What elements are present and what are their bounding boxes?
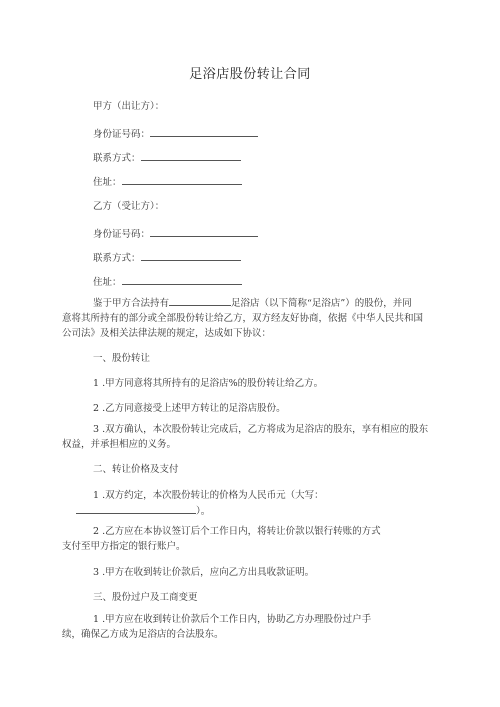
intro-store-blank[interactable]	[169, 295, 231, 306]
party-b-contact-blank[interactable]	[141, 250, 241, 261]
section-2-item-2-line-1: 2 .乙方应在本协议签订后个工作日内，将转让价款以银行转账的方式	[93, 526, 381, 537]
section-3-item-1-line-1: 1 .甲方应在收到转让价款后个工作日内，协助乙方办理股份过户手	[93, 614, 372, 625]
party-b-address-row	[93, 274, 242, 289]
party-b-id-row	[93, 226, 258, 241]
page-title: 足浴店股份转让合同	[189, 67, 311, 82]
party-a-address-label: 住址：	[93, 177, 122, 188]
section-1-item-3-line-1: 3 .双方确认，本次股份转让完成后，乙方将成为足浴店的股东，享有相应的股东	[93, 424, 429, 435]
intro-text-a: 鉴于甲方合法持有	[93, 298, 170, 309]
section-2-item-1	[62, 488, 324, 519]
section-1-item-2: 2 .乙方同意接受上述甲方转让的足浴店股份。	[93, 403, 286, 414]
party-b-contact-row	[93, 250, 241, 265]
section-2-item-1-line-1: 1 .双方约定，本次股份转让的价格为人民币元（大写：	[93, 490, 324, 501]
party-a-id-label: 身份证号码：	[93, 129, 151, 140]
intro-paragraph	[62, 295, 423, 341]
section-3-heading: 三、股份过户及工商变更	[93, 592, 198, 603]
section-2-item-1-line-2	[62, 503, 324, 519]
section-2-item-1-end: ）。	[196, 506, 211, 517]
section-3-item-1-line-2: 续，确保乙方成为足浴店的合法股东。	[62, 629, 224, 640]
section-2-amount-blank[interactable]	[76, 503, 196, 514]
section-2-heading: 二、转让价格及支付	[93, 464, 179, 475]
party-a-contact-label: 联系方式：	[93, 153, 141, 164]
party-b-heading: 乙方（受让方）：	[93, 201, 165, 212]
party-a-contact-row	[93, 150, 241, 165]
party-b-id-label: 身份证号码：	[93, 229, 151, 240]
party-a-id-row	[93, 126, 258, 141]
party-a-contact-blank[interactable]	[141, 150, 241, 161]
section-3-item-1	[62, 612, 371, 642]
party-b-id-blank[interactable]	[150, 226, 258, 237]
party-a-heading: 甲方（出让方）：	[93, 101, 165, 112]
section-1-heading: 一、股份转让	[93, 353, 151, 364]
section-1-item-3	[62, 422, 428, 452]
intro-line-3: 公司法》及相关法律法规的规定，达成如下协议：	[62, 328, 272, 339]
section-1-item-3-line-2: 权益，并承担相应的义务。	[62, 439, 177, 450]
party-b-address-label: 住址：	[93, 277, 122, 288]
intro-text-b: 足浴店（以下简称“足浴店”）的股份，并同	[231, 298, 412, 309]
party-a-address-blank[interactable]	[122, 174, 242, 185]
party-b-contact-label: 联系方式：	[93, 253, 141, 264]
section-1-item-1: 1 .甲方同意将其所持有的足浴店%的股份转让给乙方。	[93, 378, 324, 389]
party-b-address-blank[interactable]	[122, 274, 242, 285]
intro-line-1	[62, 295, 423, 311]
section-2-item-2-line-2: 支付至甲方指定的银行账户。	[62, 541, 186, 552]
party-a-id-blank[interactable]	[150, 126, 258, 137]
intro-line-2: 意将其所持有的部分或全部股份转让给乙方，双方经友好协商，依据《中华人民共和国	[62, 313, 424, 324]
party-a-address-row	[93, 174, 242, 189]
section-2-item-3: 3 .甲方在收到转让价款后，应向乙方出具收款证明。	[93, 567, 315, 578]
section-2-item-2	[62, 524, 381, 554]
